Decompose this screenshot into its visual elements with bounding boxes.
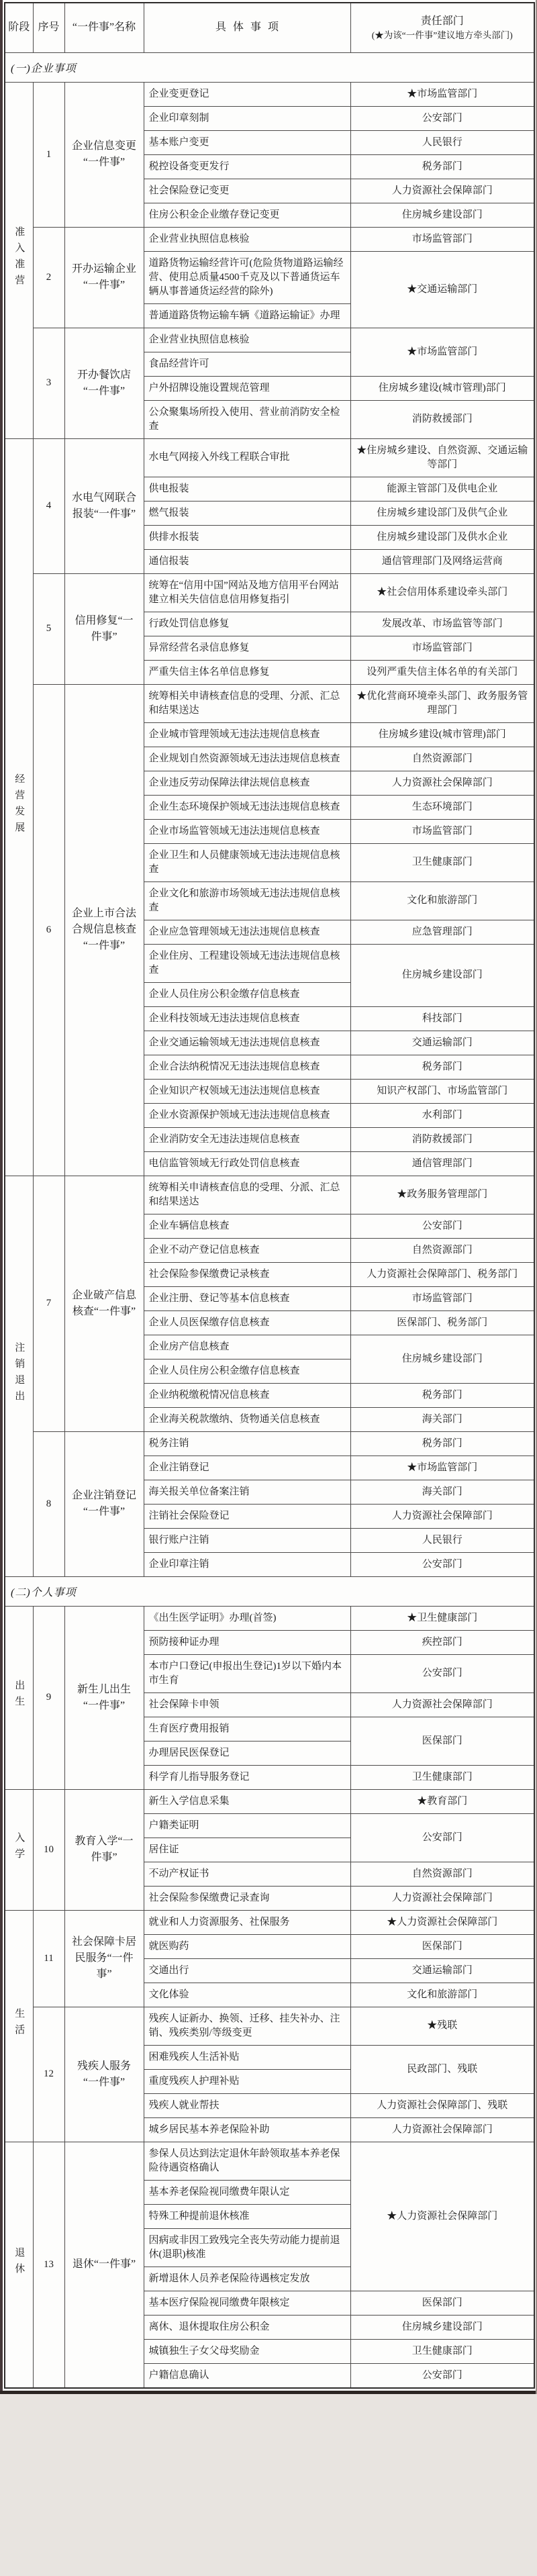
dept-cell: ★人力资源社会保障部门 [350, 1910, 534, 1934]
item-cell: 残疾人证新办、换领、迁移、挂失补办、注销、残疾类别/等级变更 [144, 2007, 350, 2045]
dept-cell: 人力资源社会保障部门 [350, 771, 534, 795]
dept-cell: 消防救援部门 [350, 400, 534, 438]
dept-cell: 自然资源部门 [350, 747, 534, 771]
dept-cell: ★教育部门 [350, 1789, 534, 1813]
dept-cell: 卫生健康部门 [350, 1765, 534, 1789]
item-cell: 户外招牌设施设置规范管理 [144, 376, 350, 400]
item-cell: 本市户口登记(申报出生登记)1岁以下婚内本市生育 [144, 1654, 350, 1692]
item-cell: 企业印章刻制 [144, 106, 350, 130]
item-cell: 交通出行 [144, 1958, 350, 1983]
dept-cell: 市场监管部门 [350, 1286, 534, 1310]
section-title: (二)个人事项 [5, 1576, 534, 1606]
row-index-cell: 5 [33, 573, 64, 684]
dept-cell: 人力资源社会保障部门 [350, 179, 534, 203]
table-row [5, 328, 534, 352]
item-cell: 就医购药 [144, 1934, 350, 1958]
dept-cell: 住房城乡建设部门及供气企业 [350, 501, 534, 525]
dept-cell: 医保部门 [350, 1717, 534, 1765]
item-cell: 电信监管领域无行政处罚信息核查 [144, 1151, 350, 1176]
dept-cell: ★卫生健康部门 [350, 1606, 534, 1630]
dept-cell: 税务部门 [350, 1055, 534, 1079]
dept-cell: 民政部门、残联 [350, 2045, 534, 2093]
dept-cell: 海关部门 [350, 1407, 534, 1431]
item-cell: 残疾人就业帮扶 [144, 2093, 350, 2117]
row-index-cell: 2 [33, 227, 64, 328]
item-cell: 异常经营名录信息修复 [144, 636, 350, 660]
dept-cell: 公安部门 [350, 1214, 534, 1238]
item-cell: 基本账户变更 [144, 130, 350, 154]
item-cell: 就业和人力资源服务、社保服务 [144, 1910, 350, 1934]
item-cell: 普通道路货物运输车辆《道路运输证》办理 [144, 303, 350, 328]
item-cell: 户籍类证明 [144, 1813, 350, 1838]
stage-label: 生活 [13, 2008, 25, 2040]
row-index-cell: 9 [33, 1606, 64, 1789]
dept-cell: 住房城乡建设(城市管理)部门 [350, 722, 534, 747]
item-cell: 参保人员达到法定退休年龄领取基本养老保险待遇资格确认 [144, 2142, 350, 2180]
dept-cell: 水利部门 [350, 1103, 534, 1127]
stage-label: 经营发展 [13, 773, 25, 838]
item-cell: 企业人员住房公积金缴存信息核查 [144, 982, 350, 1006]
dept-cell: 人力资源社会保障部门 [350, 2117, 534, 2142]
dept-cell: 消防救援部门 [350, 1127, 534, 1151]
item-cell: 企业注册、登记等基本信息核查 [144, 1286, 350, 1310]
item-cell: 企业合法纳税情况无违法违规信息核查 [144, 1055, 350, 1079]
table-row [5, 1431, 534, 1456]
table-header-row [5, 3, 534, 52]
dept-cell: 设列严重失信主体名单的有关部门 [350, 660, 534, 684]
matter-name-cell: 企业信息变更“一件事” [64, 82, 144, 227]
item-cell: 公众聚集场所投入使用、营业前消防安全检查 [144, 400, 350, 438]
stage-label: 注销退出 [13, 1342, 25, 1406]
matter-name-cell: 企业注销登记“一件事” [64, 1431, 144, 1576]
table-row [5, 1606, 534, 1630]
dept-cell: 税务部门 [350, 1431, 534, 1456]
dept-cell: ★优化营商环境牵头部门、政务服务管理部门 [350, 684, 534, 722]
row-index-cell: 13 [33, 2142, 64, 2388]
item-cell: 食品经营许可 [144, 352, 350, 376]
item-cell: 城乡居民基本养老保险补助 [144, 2117, 350, 2142]
item-cell: 企业人员住房公积金缴存信息核查 [144, 1359, 350, 1383]
table-row [5, 1910, 534, 1934]
dept-cell: 医保部门 [350, 2291, 534, 2315]
stage-cell [5, 82, 33, 438]
dept-cell: ★市场监管部门 [350, 82, 534, 106]
item-cell: 重度残疾人护理补贴 [144, 2069, 350, 2093]
dept-cell: 人民银行 [350, 1528, 534, 1552]
item-cell: 科学育儿指导服务登记 [144, 1765, 350, 1789]
item-cell: 困难残疾人生活补贴 [144, 2045, 350, 2069]
row-index-cell: 11 [33, 1910, 64, 2007]
table-row [5, 1789, 534, 1813]
matter-name-cell: 退休“一件事” [64, 2142, 144, 2388]
dept-cell: 市场监管部门 [350, 227, 534, 251]
item-cell: 统筹在“信用中国”网站及地方信用平台网站建立相关失信信息信用修复指引 [144, 573, 350, 612]
item-cell: 《出生医学证明》办理(首签) [144, 1606, 350, 1630]
item-cell: 企业城市管理领域无违法违规信息核查 [144, 722, 350, 747]
dept-cell: ★政务服务管理部门 [350, 1176, 534, 1214]
matter-name-cell: 水电气网联合报装“一件事” [64, 438, 144, 573]
item-cell: 离休、退休提取住房公积金 [144, 2315, 350, 2339]
item-cell: 银行账户注销 [144, 1528, 350, 1552]
dept-cell: 通信管理部门及网络运营商 [350, 549, 534, 573]
item-cell: 社会保险参保缴费记录查询 [144, 1886, 350, 1910]
item-cell: 海关报关单位备案注销 [144, 1480, 350, 1504]
item-cell: 基本医疗保险视同缴费年限核定 [144, 2291, 350, 2315]
item-cell: 统筹相关申请核查信息的受理、分派、汇总和结果送达 [144, 684, 350, 722]
item-cell: 税控设备变更发行 [144, 154, 350, 179]
item-cell: 预防接种证办理 [144, 1630, 350, 1654]
item-cell: 水电气网接入外线工程联合审批 [144, 438, 350, 477]
stage-cell [5, 2142, 33, 2388]
header-dept [350, 3, 534, 52]
item-cell: 企业变更登记 [144, 82, 350, 106]
dept-cell: 生态环境部门 [350, 795, 534, 819]
dept-cell: 海关部门 [350, 1480, 534, 1504]
item-cell: 企业不动产登记信息核查 [144, 1238, 350, 1262]
dept-cell: 人力资源社会保障部门 [350, 1504, 534, 1528]
section-title-row [5, 52, 534, 82]
stage-label: 退休 [13, 2246, 25, 2279]
item-cell: 企业住房、工程建设领域无违法违规信息核查 [144, 944, 350, 982]
dept-cell: 人力资源社会保障部门、税务部门 [350, 1262, 534, 1286]
item-cell: 统筹相关申请核查信息的受理、分派、汇总和结果送达 [144, 1176, 350, 1214]
dept-cell: 公安部门 [350, 1552, 534, 1576]
table-row [5, 1176, 534, 1214]
item-cell: 企业违反劳动保障法律法规信息核查 [144, 771, 350, 795]
row-index-cell: 4 [33, 438, 64, 573]
item-cell: 严重失信主体名单信息修复 [144, 660, 350, 684]
dept-cell: 知识产权部门、市场监管部门 [350, 1079, 534, 1103]
dept-cell: 科技部门 [350, 1006, 534, 1031]
stage-cell [5, 1176, 33, 1576]
item-cell: 基本养老保险视同缴费年限认定 [144, 2180, 350, 2204]
section-title-row [5, 1576, 534, 1606]
stage-cell [5, 1606, 33, 1789]
dept-cell: 发展改革、市场监管等部门 [350, 612, 534, 636]
dept-cell: 交通运输部门 [350, 1031, 534, 1055]
dept-cell: 通信管理部门 [350, 1151, 534, 1176]
stage-cell [5, 1910, 33, 2142]
one-matter-list-table [4, 2, 535, 2389]
dept-cell: ★市场监管部门 [350, 328, 534, 376]
item-cell: 户籍信息确认 [144, 2363, 350, 2388]
row-index-cell: 10 [33, 1789, 64, 1910]
table-row [5, 82, 534, 106]
item-cell: 企业纳税缴税情况信息核查 [144, 1383, 350, 1407]
item-cell: 办理居民医保登记 [144, 1741, 350, 1765]
header-items: 具体事项 [144, 3, 350, 52]
dept-cell: ★人力资源社会保障部门 [350, 2142, 534, 2291]
matter-name-cell: 开办运输企业“一件事” [64, 227, 144, 328]
dept-cell: 住房城乡建设部门 [350, 1335, 534, 1383]
dept-cell: ★市场监管部门 [350, 1456, 534, 1480]
section-title: (一)企业事项 [5, 52, 534, 82]
table-row [5, 438, 534, 477]
item-cell: 居住证 [144, 1838, 350, 1862]
item-cell: 因病或非因工致残完全丧失劳动能力提前退休(退职)核准 [144, 2228, 350, 2267]
dept-cell: 公安部门 [350, 106, 534, 130]
item-cell: 企业生态环境保护领域无违法违规信息核查 [144, 795, 350, 819]
item-cell: 企业营业执照信息核验 [144, 328, 350, 352]
dept-cell: 市场监管部门 [350, 636, 534, 660]
dept-cell: 卫生健康部门 [350, 2339, 534, 2363]
table-row [5, 684, 534, 722]
matter-name-cell: 残疾人服务“一件事” [64, 2007, 144, 2142]
matter-name-cell: 新生儿出生“一件事” [64, 1606, 144, 1789]
item-cell: 生育医疗费用报销 [144, 1717, 350, 1741]
item-cell: 企业人员医保缴存信息核查 [144, 1310, 350, 1335]
item-cell: 特殊工种提前退休核准 [144, 2204, 350, 2228]
row-index-cell: 12 [33, 2007, 64, 2142]
dept-cell: 税务部门 [350, 154, 534, 179]
item-cell: 社会保险参保缴费记录核查 [144, 1262, 350, 1286]
matter-name-cell: 社会保障卡居民服务“一件事” [64, 1910, 144, 2007]
item-cell: 企业规划自然资源领域无违法违规信息核查 [144, 747, 350, 771]
dept-cell: ★社会信用体系建设牵头部门 [350, 573, 534, 612]
item-cell: 社会保障卡申领 [144, 1692, 350, 1717]
dept-cell: 自然资源部门 [350, 1862, 534, 1886]
dept-cell: ★住房城乡建设、自然资源、交通运输等部门 [350, 438, 534, 477]
dept-cell: 住房城乡建设部门及供水企业 [350, 525, 534, 549]
item-cell: 行政处罚信息修复 [144, 612, 350, 636]
dept-cell: 公安部门 [350, 1654, 534, 1692]
item-cell: 注销社会保险登记 [144, 1504, 350, 1528]
item-cell: 税务注销 [144, 1431, 350, 1456]
dept-cell: 人力资源社会保障部门 [350, 1886, 534, 1910]
stage-cell [5, 438, 33, 1176]
item-cell: 企业卫生和人员健康领域无违法违规信息核查 [144, 843, 350, 881]
stage-cell [5, 1789, 33, 1910]
item-cell: 文化体验 [144, 1983, 350, 2007]
dept-cell: 自然资源部门 [350, 1238, 534, 1262]
dept-cell: 住房城乡建设(城市管理)部门 [350, 376, 534, 400]
item-cell: 企业车辆信息核查 [144, 1214, 350, 1238]
item-cell: 新生入学信息采集 [144, 1789, 350, 1813]
header-stage: 阶段 [5, 3, 33, 52]
matter-name-cell: 企业上市合法合规信息核查“一件事” [64, 684, 144, 1176]
item-cell: 通信报装 [144, 549, 350, 573]
header-name: “一件事”名称 [64, 3, 144, 52]
table-row [5, 573, 534, 612]
item-cell: 城镇独生子女父母奖励金 [144, 2339, 350, 2363]
dept-cell: 人力资源社会保障部门 [350, 1692, 534, 1717]
item-cell: 企业交通运输领域无违法违规信息核查 [144, 1031, 350, 1055]
item-cell: 企业知识产权领域无违法违规信息核查 [144, 1079, 350, 1103]
matter-name-cell: 信用修复“一件事” [64, 573, 144, 684]
item-cell: 燃气报装 [144, 501, 350, 525]
item-cell: 社会保险登记变更 [144, 179, 350, 203]
item-cell: 住房公积金企业缴存登记变更 [144, 203, 350, 227]
matter-name-cell: 企业破产信息核查“一件事” [64, 1176, 144, 1431]
dept-cell: ★残联 [350, 2007, 534, 2045]
dept-cell: 文化和旅游部门 [350, 881, 534, 920]
dept-cell: 人力资源社会保障部门、残联 [350, 2093, 534, 2117]
dept-cell: 市场监管部门 [350, 819, 534, 843]
dept-cell: 疾控部门 [350, 1630, 534, 1654]
table-row [5, 2007, 534, 2045]
dept-cell: 公安部门 [350, 2363, 534, 2388]
row-index-cell: 8 [33, 1431, 64, 1576]
stage-label: 准入准营 [13, 226, 25, 291]
row-index-cell: 7 [33, 1176, 64, 1431]
item-cell: 企业消防安全无违法违规信息核查 [144, 1127, 350, 1151]
item-cell: 企业房产信息核查 [144, 1335, 350, 1359]
dept-cell: 税务部门 [350, 1383, 534, 1407]
item-cell: 道路货物运输经营许可(危险货物道路运输经营、使用总质量4500千克及以下普通货运车辆从事普通货运经营的除外) [144, 251, 350, 303]
header-dept-note: (★为该“一件事”建议地方牵头部门) [371, 30, 513, 40]
table-row [5, 2142, 534, 2180]
item-cell: 企业文化和旅游市场领域无违法违规信息核查 [144, 881, 350, 920]
dept-cell: 住房城乡建设部门 [350, 203, 534, 227]
item-cell: 不动产权证书 [144, 1862, 350, 1886]
dept-cell: 人民银行 [350, 130, 534, 154]
stage-label: 入学 [13, 1831, 25, 1864]
item-cell: 企业海关税款缴纳、货物通关信息核查 [144, 1407, 350, 1431]
dept-cell: 住房城乡建设部门 [350, 944, 534, 1006]
row-index-cell: 3 [33, 328, 64, 438]
page-edge-left [0, 0, 3, 2394]
item-cell: 企业营业执照信息核验 [144, 227, 350, 251]
dept-cell: 住房城乡建设部门 [350, 2315, 534, 2339]
item-cell: 企业应急管理领域无违法违规信息核查 [144, 920, 350, 944]
dept-cell: 应急管理部门 [350, 920, 534, 944]
header-dept-title: 责任部门 [420, 15, 464, 27]
item-cell: 企业水资源保护领域无违法违规信息核查 [144, 1103, 350, 1127]
row-index-cell: 1 [33, 82, 64, 227]
dept-cell: 医保部门、税务部门 [350, 1310, 534, 1335]
dept-cell: 能源主管部门及供电企业 [350, 477, 534, 501]
dept-cell: 交通运输部门 [350, 1958, 534, 1983]
item-cell: 企业市场监管领域无违法违规信息核查 [144, 819, 350, 843]
dept-cell: 公安部门 [350, 1813, 534, 1862]
item-cell: 企业印章注销 [144, 1552, 350, 1576]
matter-name-cell: 教育入学“一件事” [64, 1789, 144, 1910]
dept-cell: 卫生健康部门 [350, 843, 534, 881]
item-cell: 企业注销登记 [144, 1456, 350, 1480]
matter-name-cell: 开办餐饮店“一件事” [64, 328, 144, 438]
dept-cell: ★交通运输部门 [350, 251, 534, 328]
row-index-cell: 6 [33, 684, 64, 1176]
item-cell: 供排水报装 [144, 525, 350, 549]
stage-label: 出生 [13, 1680, 25, 1712]
page-edge-bottom [0, 2391, 537, 2394]
item-cell: 企业科技领域无违法违规信息核查 [144, 1006, 350, 1031]
item-cell: 供电报装 [144, 477, 350, 501]
header-index: 序号 [33, 3, 64, 52]
dept-cell: 医保部门 [350, 1934, 534, 1958]
dept-cell: 文化和旅游部门 [350, 1983, 534, 2007]
table-row [5, 227, 534, 251]
item-cell: 新增退休人员养老保险待遇核定发放 [144, 2267, 350, 2291]
